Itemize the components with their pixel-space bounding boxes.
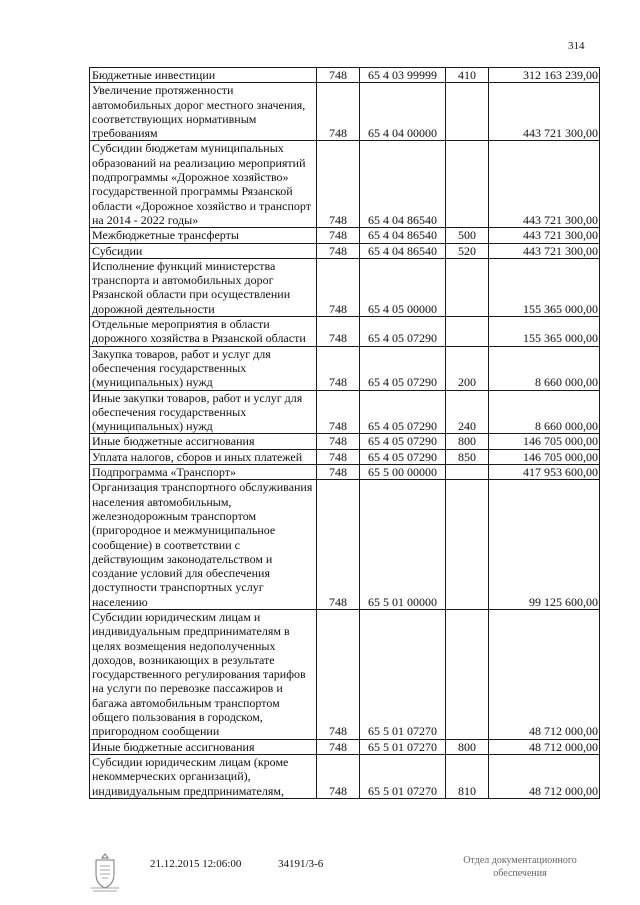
table-row <box>90 434 600 449</box>
row-expense-type-cell: 850 <box>446 449 489 464</box>
footer-department-line1: Отдел документационного <box>463 855 577 866</box>
table-row <box>90 243 600 258</box>
page-number: 314 <box>568 40 585 52</box>
row-expense-type-cell: 410 <box>446 68 489 83</box>
row-target-article-cell: 65 4 05 07290 <box>360 434 446 449</box>
row-target-article-cell: 65 4 05 07290 <box>360 346 446 390</box>
row-name-cell: Иные бюджетные ассигнования <box>90 739 317 754</box>
row-department-code-cell: 748 <box>317 434 360 449</box>
row-target-article-cell: 65 5 01 00000 <box>360 480 446 610</box>
table-row <box>90 480 600 610</box>
row-name-cell: Увеличение протяженности автомобильных дорог местного значения, соответствующих нормативным требованиям <box>90 83 317 141</box>
row-name-cell: Субсидии юридическим лицам и индивидуальным предпринимателям в целях возмещения недополученных доходов, возникающих в результате государственного регулирования тарифов на услуги по перевозке пассажиров и багажа автомобильным транспортом общего пользования в городском, пригородном сообщении <box>90 609 317 739</box>
row-amount-cell: 99 125 600,00 <box>489 480 600 610</box>
row-amount-cell: 48 712 000,00 <box>489 739 600 754</box>
table-row <box>90 228 600 243</box>
row-expense-type-cell <box>446 83 489 141</box>
row-amount-cell: 155 365 000,00 <box>489 258 600 316</box>
table-row <box>90 346 600 390</box>
row-department-code-cell: 748 <box>317 258 360 316</box>
row-target-article-cell: 65 5 01 07270 <box>360 609 446 739</box>
row-target-article-cell: 65 4 04 86540 <box>360 141 446 228</box>
row-department-code-cell: 748 <box>317 83 360 141</box>
row-department-code-cell: 748 <box>317 317 360 347</box>
row-target-article-cell: 65 4 05 07290 <box>360 449 446 464</box>
table-row <box>90 258 600 316</box>
row-department-code-cell: 748 <box>317 609 360 739</box>
row-department-code-cell: 748 <box>317 465 360 480</box>
row-expense-type-cell: 240 <box>446 390 489 434</box>
row-expense-type-cell: 800 <box>446 434 489 449</box>
budget-table-body <box>90 68 600 799</box>
row-amount-cell: 8 660 000,00 <box>489 390 600 434</box>
row-amount-cell: 8 660 000,00 <box>489 346 600 390</box>
row-expense-type-cell <box>446 258 489 316</box>
row-department-code-cell: 748 <box>317 228 360 243</box>
row-amount-cell: 312 163 239,00 <box>489 68 600 83</box>
row-amount-cell: 48 712 000,00 <box>489 609 600 739</box>
row-department-code-cell: 748 <box>317 480 360 610</box>
row-department-code-cell: 748 <box>317 390 360 434</box>
table-row <box>90 83 600 141</box>
footer-department-line2: обеспечения <box>493 868 547 879</box>
row-name-cell: Отдельные мероприятия в области дорожного хозяйства в Рязанской области <box>90 317 317 347</box>
row-department-code-cell: 748 <box>317 449 360 464</box>
row-name-cell: Бюджетные инвестиции <box>90 68 317 83</box>
row-department-code-cell: 748 <box>317 346 360 390</box>
row-target-article-cell: 65 4 04 86540 <box>360 243 446 258</box>
row-target-article-cell: 65 5 01 07270 <box>360 754 446 798</box>
row-expense-type-cell <box>446 609 489 739</box>
table-row <box>90 754 600 798</box>
table-row <box>90 739 600 754</box>
row-name-cell: Иные закупки товаров, работ и услуг для обеспечения государственных (муниципальных) нужд <box>90 390 317 434</box>
row-name-cell: Иные бюджетные ассигнования <box>90 434 317 449</box>
row-name-cell: Исполнение функций министерства транспорта и автомобильных дорог Рязанской области при осуществлении дорожной деятельности <box>90 258 317 316</box>
row-target-article-cell: 65 5 01 07270 <box>360 739 446 754</box>
row-amount-cell: 443 721 300,00 <box>489 243 600 258</box>
row-amount-cell: 48 712 000,00 <box>489 754 600 798</box>
footer-department-stamp <box>440 854 600 880</box>
row-department-code-cell: 748 <box>317 141 360 228</box>
row-name-cell: Подпрограмма «Транспорт» <box>90 465 317 480</box>
row-amount-cell: 155 365 000,00 <box>489 317 600 347</box>
row-expense-type-cell <box>446 317 489 347</box>
row-expense-type-cell: 200 <box>446 346 489 390</box>
row-expense-type-cell <box>446 465 489 480</box>
row-name-cell: Уплата налогов, сборов и иных платежей <box>90 449 317 464</box>
row-expense-type-cell: 520 <box>446 243 489 258</box>
table-row <box>90 449 600 464</box>
footer-date: 21.12.2015 12:06:00 <box>150 858 242 870</box>
row-target-article-cell: 65 4 05 07290 <box>360 317 446 347</box>
row-amount-cell: 443 721 300,00 <box>489 141 600 228</box>
row-target-article-cell: 65 4 03 99999 <box>360 68 446 83</box>
row-expense-type-cell <box>446 141 489 228</box>
row-name-cell: Межбюджетные трансферты <box>90 228 317 243</box>
row-amount-cell: 146 705 000,00 <box>489 449 600 464</box>
footer-doc-id: 34191/3-6 <box>278 858 324 870</box>
table-row <box>90 141 600 228</box>
row-department-code-cell: 748 <box>317 243 360 258</box>
row-amount-cell: 443 721 300,00 <box>489 83 600 141</box>
table-row <box>90 465 600 480</box>
budget-table <box>89 67 600 799</box>
row-name-cell: Организация транспортного обслуживания населения автомобильным, железнодорожным транспортом (пригородное и межмуниципальное сообщение) в соответствии с действующим законодательством и создание условий для обеспечения доступности транспортных услуг населению <box>90 480 317 610</box>
row-department-code-cell: 748 <box>317 739 360 754</box>
table-row <box>90 390 600 434</box>
row-amount-cell: 443 721 300,00 <box>489 228 600 243</box>
row-target-article-cell: 65 4 04 00000 <box>360 83 446 141</box>
row-name-cell: Закупка товаров, работ и услуг для обеспечения государственных (муниципальных) нужд <box>90 346 317 390</box>
footer <box>0 852 640 902</box>
row-expense-type-cell: 500 <box>446 228 489 243</box>
row-target-article-cell: 65 4 05 07290 <box>360 390 446 434</box>
coat-of-arms-icon <box>88 852 122 892</box>
row-department-code-cell: 748 <box>317 754 360 798</box>
row-expense-type-cell: 800 <box>446 739 489 754</box>
row-target-article-cell: 65 4 04 86540 <box>360 228 446 243</box>
row-amount-cell: 417 953 600,00 <box>489 465 600 480</box>
row-expense-type-cell: 810 <box>446 754 489 798</box>
row-amount-cell: 146 705 000,00 <box>489 434 600 449</box>
row-name-cell: Субсидии бюджетам муниципальных образований на реализацию мероприятий подпрограммы «Дорожное хозяйство» государственной программы Рязанской области «Дорожное хозяйство и транспорт на 2014 - 2022 годы» <box>90 141 317 228</box>
row-target-article-cell: 65 4 05 00000 <box>360 258 446 316</box>
table-row <box>90 317 600 347</box>
row-department-code-cell: 748 <box>317 68 360 83</box>
row-expense-type-cell <box>446 480 489 610</box>
row-name-cell: Субсидии <box>90 243 317 258</box>
row-target-article-cell: 65 5 00 00000 <box>360 465 446 480</box>
row-name-cell: Субсидии юридическим лицам (кроме некоммерческих организаций), индивидуальным предпринимателям, <box>90 754 317 798</box>
table-row <box>90 68 600 83</box>
table-row <box>90 609 600 739</box>
